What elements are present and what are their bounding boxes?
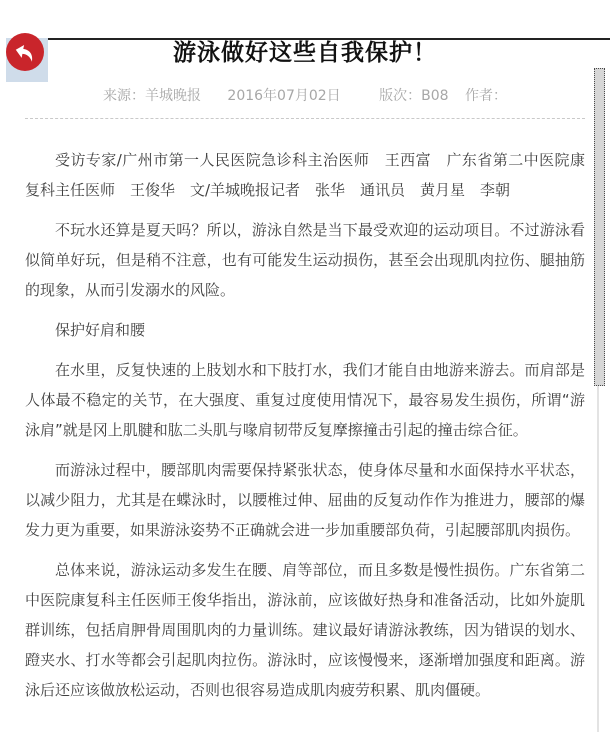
article-paragraph: 而游泳过程中，腰部肌肉需要保持紧张状态，使身体尽量和水面保持水平状态，以减少阻力，尤其是在蝶泳时，以腰椎过伸、屈曲的反复动作作为推进力，腰部的爆发力更为重要，如果游泳姿势不正确就会进一步加重腰部负荷，引起腰部肌肉损伤。 <box>25 461 585 539</box>
scrollbar-track[interactable] <box>597 386 599 732</box>
article-byline: 受访专家/广州市第一人民医院急诊科主治医师 王西富 广东省第二中医院康复科主任医师 王俊华 文/羊城晚报记者 张华 通讯员 黄月星 李朝 <box>25 151 585 199</box>
meta-date: 2016年07月02日 <box>227 88 341 104</box>
meta-source: 来源：羊城晚报 <box>102 88 201 104</box>
article-paragraph: 不玩水还算是夏天吗？所以，游泳自然是当下最受欢迎的运动项目。不过游泳看似简单好玩，但是稍不注意，也有可能发生运动损伤，甚至会出现肌肉拉伤、腿抽筋的现象，从而引发溺水的风险。 <box>25 221 585 299</box>
meta-edition: 版次：B08 <box>379 88 449 104</box>
article-page <box>0 38 610 705</box>
page-title: 游泳做好这些自我保护！ <box>173 40 437 66</box>
article-paragraph: 总体来说，游泳运动多发生在腰、肩等部位，而且多数是慢性损伤。广东省第二中医院康复科主任医师王俊华指出，游泳前，应该做好热身和准备活动，比如外旋肌群训练，包括肩胛骨周围肌肉的力量训练。建议最好请游泳教练，因为错误的划水、蹬夹水、打水等都会引起肌肉拉伤。游泳时，应该慢慢来，逐渐增加强度和距离。游泳后还应该做放松运动，否则也很容易造成肌肉疲劳积累、肌肉僵硬。 <box>25 561 585 699</box>
back-arrow-icon <box>6 33 44 71</box>
article-paragraph: 在水里，反复快速的上肢划水和下肢打水，我们才能自由地游来游去。而肩部是人体最不稳定的关节，在大强度、重复过度使用情况下，最容易发生损伤，所谓“游泳肩”就是冈上肌腱和肱二头肌与喙肩韧带反复摩擦撞击引起的撞击综合征。 <box>25 361 585 439</box>
back-button[interactable] <box>6 38 48 82</box>
scrollbar-thumb[interactable] <box>594 68 605 386</box>
article-section-heading: 保护好肩和腰 <box>55 321 146 339</box>
article-meta <box>0 85 610 105</box>
top-border <box>46 38 610 40</box>
article-body <box>0 119 610 705</box>
meta-author: 作者： <box>465 88 508 104</box>
